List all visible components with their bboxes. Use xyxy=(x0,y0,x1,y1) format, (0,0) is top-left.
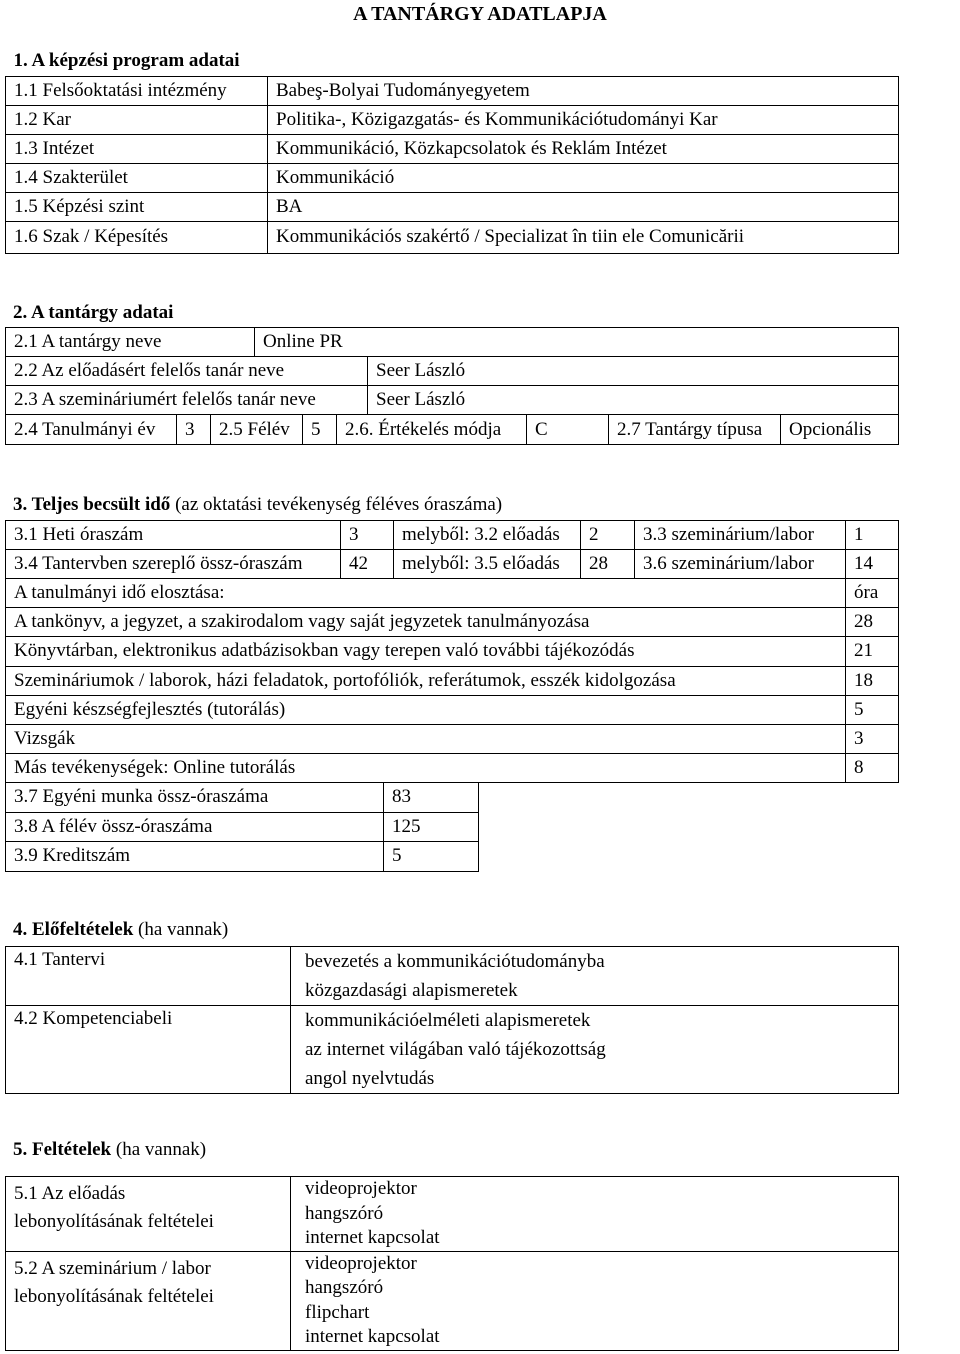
weekly-lecture-value: 2 xyxy=(581,521,635,550)
evaluation-value: C xyxy=(527,415,609,445)
list-item: videoprojektor xyxy=(305,1252,417,1274)
prereq-curricular-list xyxy=(305,947,898,1005)
activity-hours: 28 xyxy=(846,608,899,637)
evaluation-label: 2.6. Értékelés módja xyxy=(337,415,527,445)
total-value: 83 xyxy=(384,783,479,813)
section-3-heading: 3. Teljes becsült idő (az oktatási tevékenység féléves óraszáma) xyxy=(13,494,503,515)
row-label: 1.4 Szakterület xyxy=(6,163,268,192)
hours-table xyxy=(5,520,899,579)
row-value: Babeş-Bolyai Tudományegyetem xyxy=(268,76,899,105)
year-value: 3 xyxy=(177,415,211,445)
section-2-heading: 2. A tantárgy adatai xyxy=(13,302,174,323)
row-value: BA xyxy=(268,192,899,221)
course-name-table xyxy=(5,327,899,357)
prereq-competence-list xyxy=(305,1006,898,1093)
lecture-conditions-list xyxy=(305,1177,898,1251)
total-label: 3.9 Kreditszám xyxy=(6,842,384,872)
list-item: bevezetés a kommunikációtudományba xyxy=(305,950,605,972)
total-hours-value: 42 xyxy=(341,550,394,579)
activity-hours: 5 xyxy=(846,695,899,724)
total-value: 5 xyxy=(384,842,479,872)
row-label: 1.1 Felsőoktatási intézmény xyxy=(6,76,268,105)
weekly-seminar-value: 1 xyxy=(846,521,899,550)
semester-label: 2.5 Félév xyxy=(211,415,303,445)
distribution-label: A tanulmányi idő elosztása: xyxy=(6,579,846,608)
total-seminar-value: 14 xyxy=(846,550,899,579)
list-item: hangszóró xyxy=(305,1277,384,1299)
time-distribution-table xyxy=(5,578,899,783)
total-seminar-label: 3.6 szeminárium/labor xyxy=(635,550,846,579)
total-value: 125 xyxy=(384,812,479,842)
activity-hours: 8 xyxy=(846,754,899,783)
totals-table xyxy=(5,782,479,872)
course-name-value: Online PR xyxy=(255,328,899,357)
weekly-lecture-label: melyből: 3.2 előadás xyxy=(394,521,581,550)
list-item: angol nyelvtudás xyxy=(305,1067,435,1089)
row-label: 1.5 Képzési szint xyxy=(6,192,268,221)
row-label: 1.3 Intézet xyxy=(6,134,268,163)
list-item: közgazdasági alapismeretek xyxy=(305,979,518,1001)
year-label: 2.4 Tanulmányi év xyxy=(6,415,177,445)
row-value: Kommunikáció, Közkapcsolatok és Reklám Intézet xyxy=(268,134,899,163)
activity-label: Egyéni készségfejlesztés (tutorálás) xyxy=(6,695,846,724)
activity-label: Könyvtárban, elektronikus adatbázisokban vagy terepen való további tájékozódás xyxy=(6,637,846,666)
lecturer-label: 2.2 Az előadásért felelős tanár neve xyxy=(6,357,368,386)
list-item: flipchart xyxy=(305,1301,370,1323)
activity-hours: 3 xyxy=(846,724,899,753)
activity-label: A tankönyv, a jegyzet, a szakirodalom vagy saját jegyzetek tanulmányozása xyxy=(6,608,846,637)
list-item: internet kapcsolat xyxy=(305,1227,440,1249)
lecture-conditions-label: 5.1 Az előadás lebonyolításának feltételei xyxy=(6,1177,291,1252)
semester-value: 5 xyxy=(303,415,337,445)
document-title: A TANTÁRGY ADATLAPJA xyxy=(353,3,607,25)
activity-label: Szemináriumok / laborok, házi feladatok, portofóliók, referátumok, esszék kidolgozása xyxy=(6,666,846,695)
row-value: Kommunikáció xyxy=(268,163,899,192)
list-item: kommunikációelméleti alapismeretek xyxy=(305,1009,591,1031)
prerequisites-table xyxy=(5,946,899,1094)
total-hours-label: 3.4 Tantervben szereplő össz-óraszám xyxy=(6,550,341,579)
distribution-unit: óra xyxy=(846,579,899,608)
course-type-label: 2.7 Tantárgy típusa xyxy=(609,415,781,445)
weekly-seminar-label: 3.3 szeminárium/labor xyxy=(635,521,846,550)
lecturer-value: Seer László xyxy=(368,357,899,386)
seminar-conditions-list xyxy=(305,1252,898,1350)
activity-label: Más tevékenységek: Online tutorálás xyxy=(6,754,846,783)
activity-hours: 21 xyxy=(846,637,899,666)
teachers-table xyxy=(5,356,899,415)
weekly-hours-value: 3 xyxy=(341,521,394,550)
course-type-value: Opcionális xyxy=(781,415,899,445)
total-lecture-value: 28 xyxy=(581,550,635,579)
row-label: 1.2 Kar xyxy=(6,105,268,134)
course-name-label: 2.1 A tantárgy neve xyxy=(6,328,255,357)
list-item: az internet világában való tájékozottság xyxy=(305,1038,606,1060)
section-5-heading: 5. Feltételek (ha vannak) xyxy=(13,1139,207,1160)
seminar-teacher-value: Seer László xyxy=(368,386,899,415)
section-4-heading: 4. Előfeltételek (ha vannak) xyxy=(13,919,229,940)
weekly-hours-label: 3.1 Heti óraszám xyxy=(6,521,341,550)
total-lecture-label: melyből: 3.5 előadás xyxy=(394,550,581,579)
seminar-conditions-label: 5.2 A szeminárium / labor lebonyolításának feltételei xyxy=(6,1251,291,1350)
activity-hours: 18 xyxy=(846,666,899,695)
total-label: 3.8 A félév össz-óraszáma xyxy=(6,812,384,842)
list-item: hangszóró xyxy=(305,1202,384,1224)
list-item: internet kapcsolat xyxy=(305,1326,440,1348)
total-label: 3.7 Egyéni munka össz-óraszáma xyxy=(6,783,384,813)
row-value: Kommunikációs szakértő / Specializat în tiin ele Comunicării xyxy=(268,221,899,253)
seminar-teacher-label: 2.3 A szemináriumért felelős tanár neve xyxy=(6,386,368,415)
program-data-table xyxy=(5,47,899,254)
list-item: videoprojektor xyxy=(305,1178,417,1200)
row-value: Politika-, Közigazgatás- és Kommunikációtudományi Kar xyxy=(268,105,899,134)
row-label: 1.6 Szak / Képesítés xyxy=(6,221,268,253)
conditions-table xyxy=(5,1176,899,1351)
prereq-curricular-label: 4.1 Tantervi xyxy=(6,947,291,1006)
prereq-competence-label: 4.2 Kompetenciabeli xyxy=(6,1006,291,1094)
activity-label: Vizsgák xyxy=(6,724,846,753)
section-1-heading: 1. A képzési program adatai xyxy=(13,50,240,72)
course-meta-table xyxy=(5,414,899,445)
